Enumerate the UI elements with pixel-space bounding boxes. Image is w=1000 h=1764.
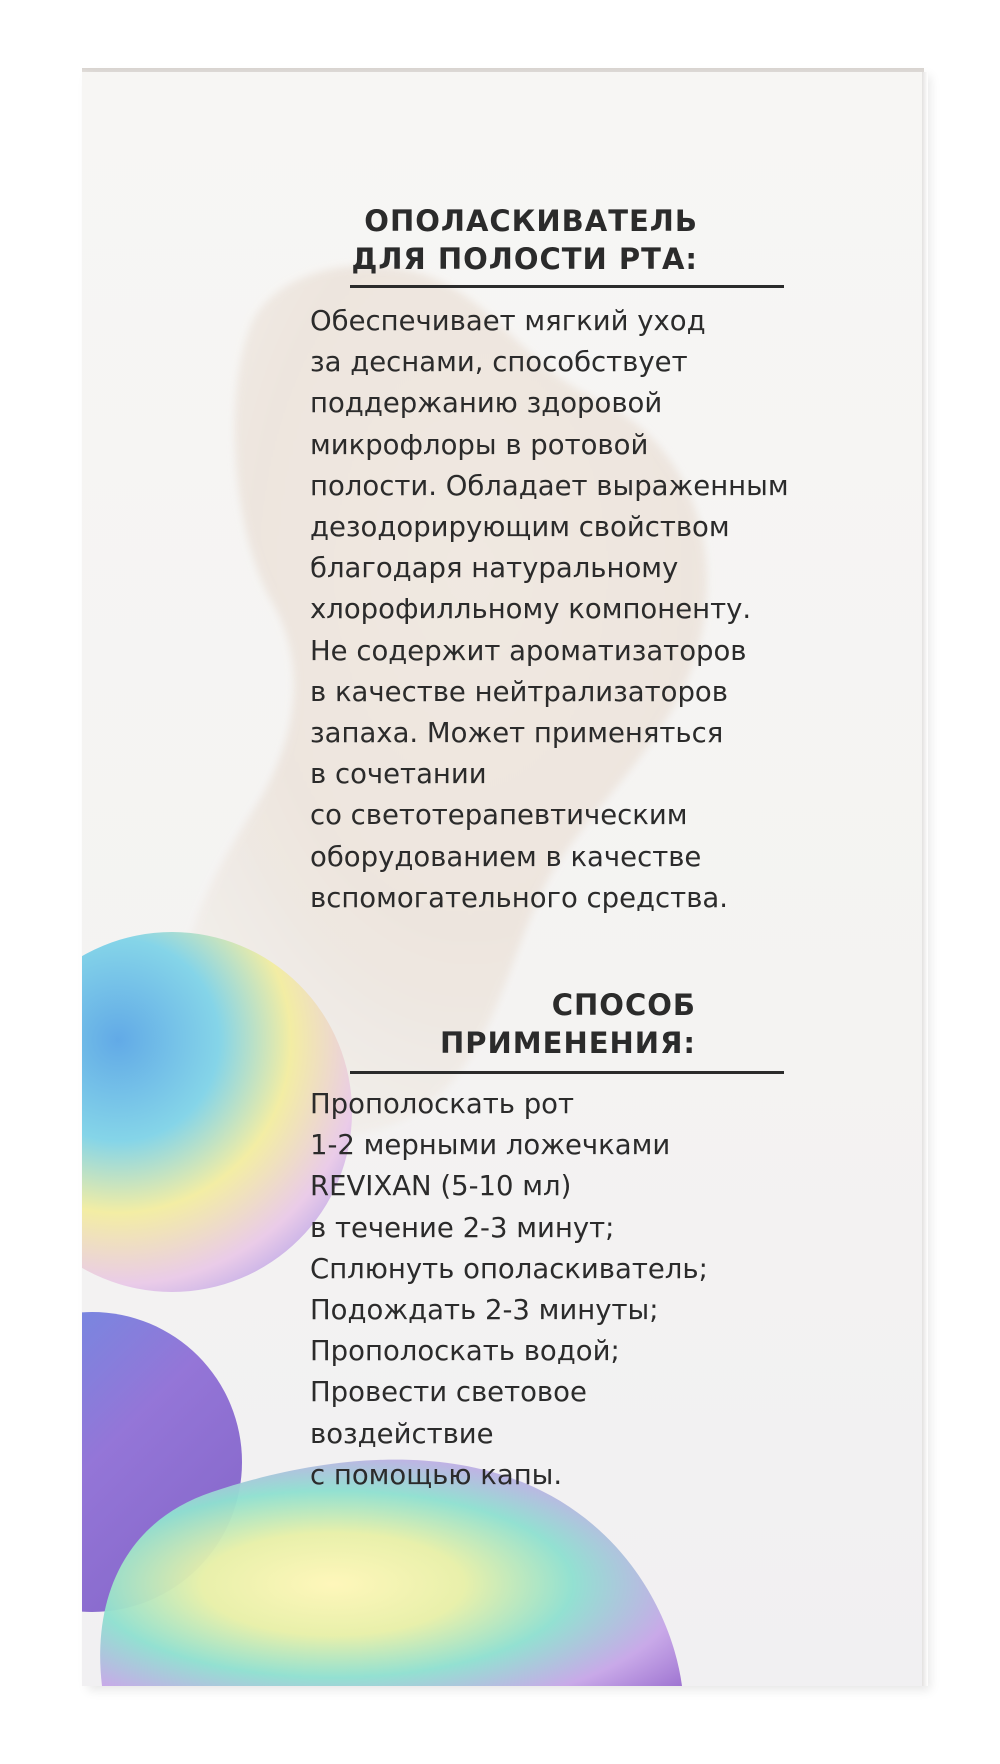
description-line: Не содержит ароматизаторов [310, 634, 747, 667]
description-line: запаха. Может применяться [310, 717, 724, 750]
description-line: благодаря натуральному [310, 552, 679, 585]
section-usage-instructions [310, 1084, 708, 1496]
instruction-line: с помощью капы. [310, 1458, 563, 1491]
instruction-line: REVIXAN (5-10 мл) [310, 1170, 572, 1203]
heading-line: ДЛЯ ПОЛОСТИ РТА: [351, 242, 698, 276]
description-line: в сочетании [310, 758, 487, 791]
description-line: поддержанию здоровой [310, 387, 663, 420]
instruction-line: Сплюнуть ополаскиватель; [310, 1252, 708, 1285]
instruction-line: воздействие [310, 1417, 494, 1450]
description-line: полости. Обладает выраженным [310, 469, 789, 502]
instruction-line: Провести световое [310, 1376, 587, 1409]
description-line: за деснами, способствует [310, 346, 688, 379]
instruction-line: Прополоскать водой; [310, 1335, 620, 1368]
instruction-line: в течение 2-3 минут; [310, 1211, 615, 1244]
instruction-line: 1-2 мерными ложечками [310, 1129, 671, 1162]
description-line: оборудованием в качестве [310, 840, 702, 873]
description-line: вспомогательного средства. [310, 881, 728, 914]
heading-line: ОПОЛАСКИВАТЕЛЬ [364, 204, 698, 238]
heading-line: ПРИМЕНЕНИЯ: [439, 1026, 696, 1060]
description-line: со светотерапевтическим [310, 799, 688, 832]
section-usage-divider [350, 1071, 784, 1074]
heading-line: СПОСОБ [551, 988, 696, 1022]
instruction-line: Подождать 2-3 минуты; [310, 1294, 659, 1327]
section-main-divider [350, 285, 784, 288]
description-line: хлорофилльному компоненту. [310, 593, 752, 626]
description-line: Обеспечивает мягкий уход [310, 305, 706, 337]
description-line: дезодорирующим свойством [310, 511, 730, 544]
section-main-heading [351, 202, 698, 278]
description-line: микрофлоры в ротовой [310, 428, 649, 461]
section-main-description [310, 301, 789, 919]
instruction-line: Прополоскать рот [310, 1088, 575, 1120]
box-right-edge [922, 72, 928, 1686]
product-box-side-panel [82, 72, 924, 1686]
description-line: в качестве нейтрализаторов [310, 675, 728, 708]
section-usage-heading [440, 986, 696, 1062]
